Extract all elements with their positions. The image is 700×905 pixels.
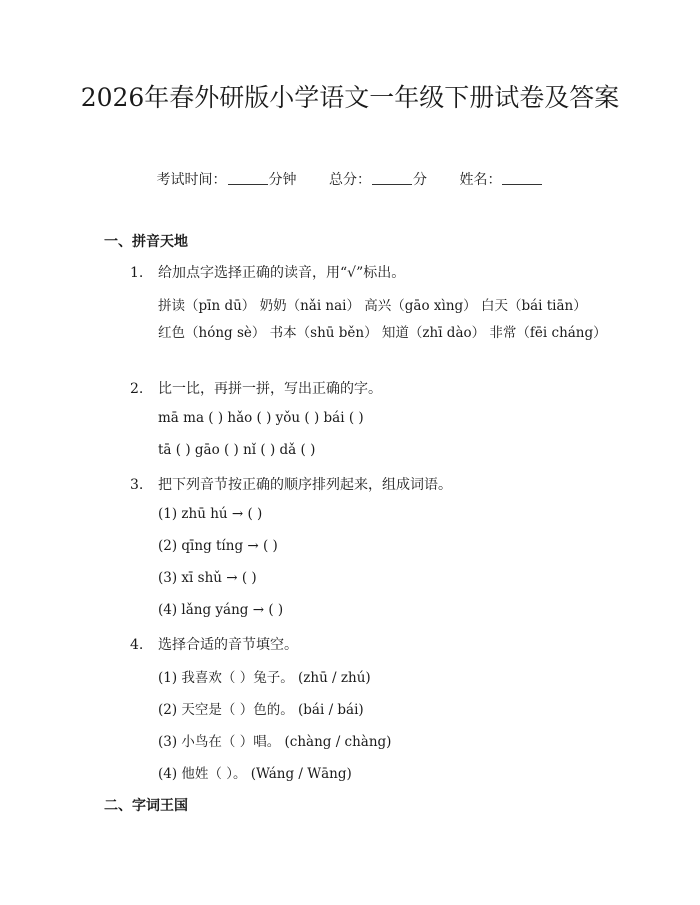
question-3 — [130, 474, 452, 494]
question-text: 选择合适的音节填空。 — [158, 637, 298, 653]
time-label: 考试时间： — [156, 172, 227, 188]
q4-item: (3) 小鸟在（ ）唱。 (chàng / chàng) — [158, 734, 392, 750]
q1-line-2: 红色（hóng sè） 书本（shū běn） 知道（zhī dào） 非常（fēi cháng） — [158, 325, 607, 341]
section-heading-2: 二、字词王国 — [104, 798, 188, 814]
score-blank — [372, 170, 412, 185]
question-text: 把下列音节按正确的顺序排列起来，组成词语。 — [158, 477, 452, 493]
q3-item: (1) zhū hú → ( ) — [158, 506, 263, 522]
q4-item: (2) 天空是（ ）色的。 (bái / bái) — [158, 702, 364, 718]
section-heading-1: 一、拼音天地 — [104, 234, 188, 250]
time-unit: 分钟 — [268, 172, 297, 188]
q1-line-1: 拼读（pīn dū） 奶奶（nǎi nai） 高兴（gāo xìng） 白天（bái tiān） — [158, 298, 587, 314]
exam-meta — [0, 169, 700, 189]
time-blank — [228, 170, 268, 185]
q4-item: (1) 我喜欢（ ）兔子。 (zhū / zhú) — [158, 670, 371, 686]
exam-name — [459, 169, 543, 189]
question-text: 比一比，再拼一拼，写出正确的字。 — [158, 381, 382, 397]
q2-line-2: tā ( ) gāo ( ) nǐ ( ) dǎ ( ) — [158, 442, 316, 458]
question-2 — [130, 378, 382, 398]
question-1 — [130, 262, 405, 282]
name-label: 姓名： — [459, 172, 502, 188]
question-number: 1. — [130, 265, 144, 281]
question-text: 给加点字选择正确的读音，用“√”标出。 — [158, 265, 406, 281]
q3-item: (2) qīng tíng → ( ) — [158, 538, 278, 554]
question-number: 2. — [130, 381, 144, 397]
exam-score — [329, 169, 427, 189]
score-unit: 分 — [413, 172, 427, 188]
question-4 — [130, 634, 298, 654]
score-label: 总分： — [329, 172, 371, 188]
exam-time — [157, 169, 297, 189]
q4-item: (4) 他姓（ ）。 (Wáng / Wāng) — [158, 766, 352, 782]
name-blank — [502, 170, 542, 185]
question-number: 4. — [130, 637, 144, 653]
q3-item: (3) xī shǔ → ( ) — [158, 570, 257, 586]
q3-item: (4) lǎng yáng → ( ) — [158, 602, 284, 618]
page-title: 2026年春外研版小学语文一年级下册试卷及答案 — [80, 83, 620, 112]
question-number: 3. — [130, 477, 144, 493]
q2-line-1: mā ma ( ) hǎo ( ) yǒu ( ) bái ( ) — [158, 410, 364, 426]
